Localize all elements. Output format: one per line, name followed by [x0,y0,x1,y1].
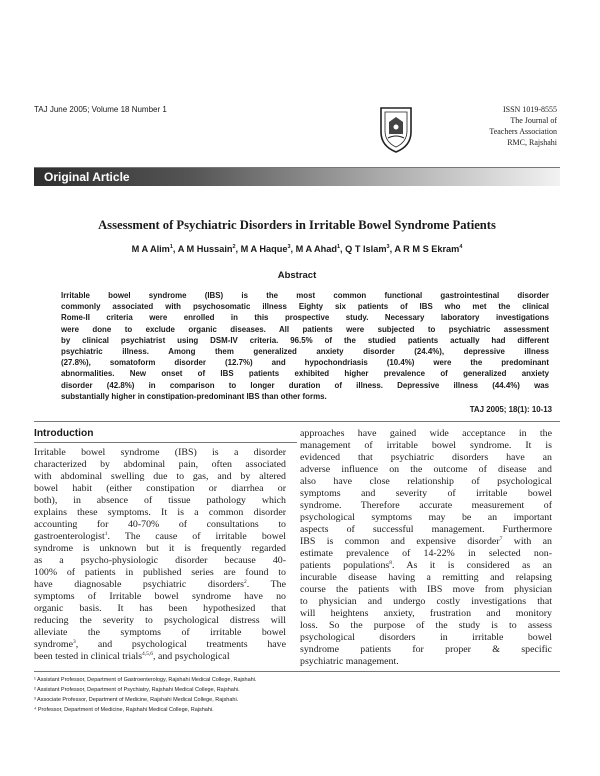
journal-name-line-3: RMC, Rajshahi [507,138,557,147]
line-text: management of irritable bowel syndrome. It is [300,440,552,451]
text-line [300,428,552,440]
text-line [34,543,286,555]
footnote: ¹ Assistant Professor, Department of Gastroenterology, Rajshahi Medical College, Rajshahi. [34,677,257,683]
line-text: been tested in clinical trials [34,651,143,662]
line-text: . As it is considered as an [392,560,552,571]
text-line [34,615,286,627]
abstract-rule [34,421,560,422]
issn: ISSN 1019-8555 [502,105,557,114]
text-line [34,579,286,591]
line-text: 100% of patients in published series are found to [34,567,286,578]
line-text: reducing the severity to psychological distress will [34,615,286,626]
line-text: both), in absence of tissue pathology which [34,495,286,506]
text-line [300,608,552,620]
line-text: IBS is common and expensive disorder [300,536,500,547]
text-line [300,596,552,608]
line-text: . The [246,579,286,590]
text-line [300,644,552,656]
author-affiliation: 3 [287,244,291,250]
line-text: , and psychological [153,651,230,662]
author-name: M A Alim [131,244,170,254]
text-line [34,531,286,543]
line-text: with abdominal swelling due to gas, and by altered [34,471,286,482]
line-text: syndrome patients for proper & specific [300,644,552,655]
line-text: explains these symptoms. It is a common disorder [34,507,286,518]
abstract-body [61,290,549,402]
text-line [34,627,286,639]
abstract-heading: Abstract [277,270,317,281]
author-list: M A Alim$^1$, A M Hussain$^2$, M A Haque$^3$, M A Ahad$^1$, Q T Islam$^3$, A R M S Ekram$^4$ [131,244,463,254]
author-affiliation: 1 [336,244,341,250]
abstract-line: disorder (42.8%) in comparison to longer duration of illness. Depressive illness (44.4%) was [61,380,549,390]
abstract-line: Irritable bowel syndrome (IBS) is the most common functional gastrointestinal disorder [61,291,549,300]
line-text: characterized by abdominal pain, often associated [34,459,286,470]
text-line [300,476,552,488]
author-name: M A Ahad [295,244,337,254]
line-text: psychiatric management. [300,656,399,667]
text-line [300,500,552,512]
line-text: evidenced that psychiatric disorders have an [300,452,552,463]
line-text: syndrome [34,639,73,650]
author-name: M A Haque [240,244,288,254]
line-text: . The cause of irritable bowel [107,531,286,542]
reference-number: 3 [72,639,76,645]
text-line [300,548,552,560]
abstract-line: (27.8%), somatoform disorder (12.7%) and hypochondriasis (10.4%) were the predominant [61,358,549,368]
text-line [34,651,286,663]
abstract-line: substantially higher in constipation-predominant IBS than other forms. [61,391,327,401]
abstract-line: abnormalities. New onset of IBS patients exhibited higher prevalence of generalized anxiety [61,369,549,379]
line-text: bowel habit (either constipation or diarrhea or [34,483,286,494]
text-line [300,656,552,668]
text-line [300,488,552,500]
line-text: course the patients with IBS move from physician [300,584,552,595]
text-line [300,524,552,536]
line-text: syndrome. Therefore accurate measurement of [300,500,552,511]
text-line [34,459,286,471]
text-line [34,603,286,615]
line-text: symptoms and severity of irritable bowel [300,488,552,499]
reference-number: 4,5,6 [142,651,154,657]
line-text: incurable disease having a remitting and relapsing [300,572,552,583]
line-text: , and psychological treatments have [75,639,286,650]
reference-number: 2 [244,579,247,585]
line-text: Irritable bowel syndrome (IBS) is a disorder [34,447,286,458]
text-line [300,452,552,464]
abstract-line: were done to exclude organic diseases. All patients were subjected to psychiatric assessment [61,324,549,334]
text-line [34,567,286,579]
citation: TAJ 2005; 18(1): 10-13 [469,405,552,414]
line-text: with an [502,536,552,547]
reference-number: 7 [499,536,503,542]
abstract-line: psychiatric illness. Among them generalized anxiety disorder (24.4%), depressive illness [61,347,549,357]
text-line [34,471,286,483]
text-line [300,512,552,524]
paper-title: Assessment of Psychiatric Disorders in Irritable Bowel Syndrome Patients [98,218,496,232]
introduction-left-column [34,447,286,663]
line-text: psychological symptoms may be an important [300,512,552,523]
line-text: psychological disorders in irritable bowel [300,632,552,643]
line-text: alleviate the symptoms of irritable bowel [34,627,286,638]
journal-issue-line: TAJ June 2005; Volume 18 Number 1 [34,105,167,114]
text-line [34,447,286,459]
line-text: estimate prevalence of 14-22% in selected non- [300,548,552,559]
line-text: aspects of successful management. Furthermore [300,524,552,535]
line-text: adverse influence on the outcome of disease and [300,464,552,475]
text-line [300,620,552,632]
reference-number: 1 [104,531,108,537]
journal-logo-icon [377,104,415,156]
text-line [300,536,552,548]
line-text: loss. So the purpose of the study is to assess [300,620,552,631]
author-affiliation: 4 [459,244,463,250]
text-line [34,519,286,531]
line-text: approaches have gained wide acceptance in the [300,428,552,439]
line-text: also have close relationship of psychological [300,476,552,487]
introduction-rule [34,442,297,443]
author-name: Q T Islam [345,244,387,254]
text-line [34,591,286,603]
author-name: A R M S Ekram [394,244,460,254]
text-line [34,639,286,651]
section-label: Original Article [44,170,130,184]
footnote: ² Assistant Professor, Department of Psychiatry, Rajshahi Medical College, Rajshahi. [34,687,240,693]
footnote: ³ Associate Professor, Department of Medicine, Rajshahi Medical College, Rajshahi. [34,697,239,703]
line-text: organic basis. It has been hypothesized that [34,603,286,614]
text-line [300,560,552,572]
footnote: ⁴ Professor, Department of Medicine, Rajshahi Medical College, Rajshahi. [34,707,214,713]
text-line [34,495,286,507]
abstract-line: commonly associated with psychosomatic illness Eighty six patients of IBS who met the clinical [61,302,549,312]
footnotes [34,675,560,715]
footnote-rule [34,671,560,672]
reference-number: 8 [389,560,392,566]
text-line [34,507,286,519]
line-text: as a psycho-physiologic disorder because 40- [34,555,286,566]
line-text: patients populations [300,560,390,571]
introduction-heading: Introduction [34,428,94,439]
line-text: to physician and undergo costly investigations that [300,596,552,607]
journal-name-line-1: The Journal of [510,116,557,125]
author-affiliation: 1 [169,244,173,250]
line-text: have diagnosable psychiatric disorders [34,579,245,590]
line-text: will heightens anxiety, frustration and monitory [300,608,552,619]
journal-name-line-2: Teachers Association [489,127,557,136]
text-line [300,584,552,596]
line-text: gastroenterologist [34,531,105,542]
text-line [34,555,286,567]
abstract-line: Rome-II criteria were enrolled in this prospective study. Necessary laboratory investigations [61,313,549,323]
journal-info [424,104,557,148]
text-line [300,464,552,476]
abstract-line: by clinical psychiatrist using DSM-IV criteria. 96.5% of the studied patients actually had different [61,335,549,345]
author-affiliation: 2 [232,244,236,250]
author-name: A M Hussain [177,244,233,254]
text-line [300,440,552,452]
text-line [300,572,552,584]
line-text: symptoms of Irritable bowel syndrome have no [34,591,286,602]
text-line [300,632,552,644]
text-line [34,483,286,495]
author-affiliation: 3 [386,244,390,250]
introduction-right-column [300,428,552,668]
line-text: syndrome is unknown but it is frequently regarded [34,543,286,554]
line-text: accounting for 40-70% of consultations to [34,519,286,530]
